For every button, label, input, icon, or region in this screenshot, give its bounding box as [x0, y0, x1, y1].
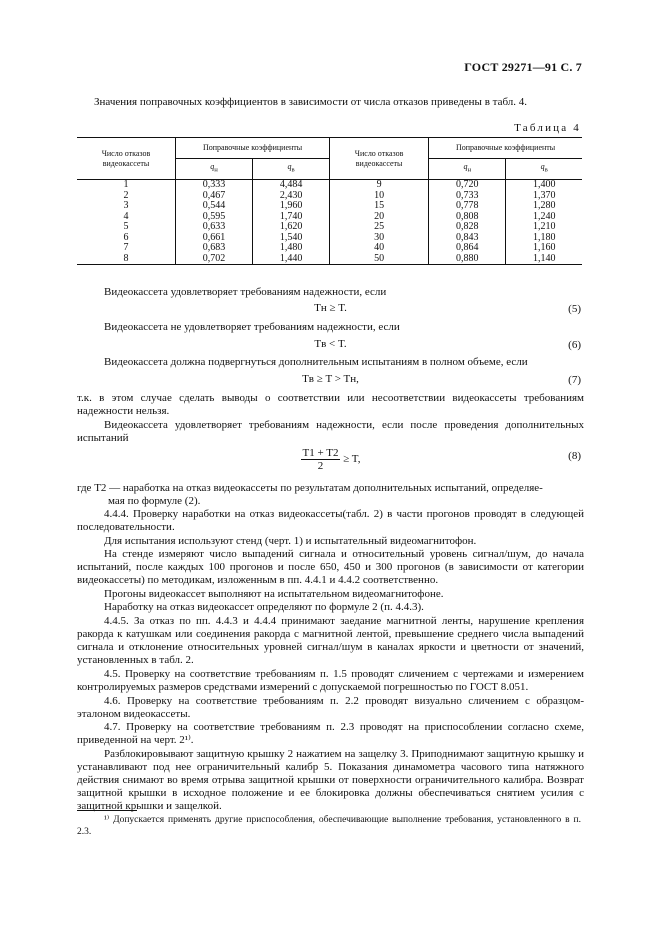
- formula-6-number: (6): [568, 339, 581, 351]
- formula-8: $\frac{T1 + T2}{2}$ ≥ T,: [302, 447, 361, 472]
- table-cell: 1,210: [506, 222, 582, 233]
- table-intro: Значения поправочных коэффициентов в зависимости от числа отказов приведены в табл. 4.: [94, 96, 528, 108]
- table-cell: 0,733: [429, 191, 506, 202]
- table-cell: 0,808: [429, 212, 506, 223]
- formula-5: Tн ≥ T.: [314, 302, 347, 314]
- header-qv-right: $q_в$: [506, 159, 582, 180]
- table-cell: 1,440: [253, 254, 330, 265]
- table-row: [77, 180, 582, 191]
- table-cell: 7: [123, 242, 129, 253]
- table-cell: 1,620: [253, 222, 330, 233]
- table-cell: 1,540: [253, 233, 330, 244]
- table-cell: 1,180: [506, 233, 582, 244]
- paragraph-4-6: 4.6. Проверку на соответствие требованиям п. 2.2 проводят визуально сличением с образцом-эталоном видеокассеты.: [77, 695, 584, 720]
- formula-where: где T2 — наработка на отказ видеокассеты по результатам дополнительных испытаний, определяе- мая по формуле (2).: [77, 482, 543, 507]
- paragraph-4-4-4: 4.4.4. Проверку наработки на отказ видеокассеты(табл. 2) в части прогонов проводят в следующей последовательности.: [77, 508, 584, 533]
- table-cell: 25: [330, 222, 429, 233]
- table-cell: 0,864: [429, 243, 506, 254]
- table-cell: 6: [123, 231, 129, 243]
- header-qv: $q_в$: [253, 159, 330, 180]
- condition-1: Видеокассета удовлетворяет требованиям надежности, если: [104, 286, 387, 298]
- table-row: [77, 222, 582, 233]
- paragraph-stand: Для испытания используют стенд (черт. 1) и испытательный видеомагнитофон.: [104, 535, 477, 547]
- condition-4: Видеокассета удовлетворяет требованиям надежности, если после проведения дополнительных испытаний: [77, 419, 584, 444]
- table-cell: 1,240: [506, 212, 582, 223]
- table-row: [77, 254, 582, 265]
- table-cell: 0,333: [176, 180, 253, 191]
- paragraph-4-7: 4.7. Проверку на соответствие требованиям п. 2.3 проводят на приспособлении согласно схеме, приведенной на черт. 2¹⁾.: [77, 721, 584, 746]
- table-cell: 0,633: [176, 222, 253, 233]
- paragraph-runs: Прогоны видеокассет выполняют на испытательном видеомагнитофоне.: [104, 588, 444, 600]
- table-cell: 1: [123, 179, 129, 190]
- table-cell: 20: [330, 212, 429, 223]
- table-cell: 0,595: [176, 212, 253, 223]
- formula-5-number: (5): [568, 303, 581, 315]
- table-cell: 0,702: [176, 254, 253, 265]
- table-cell: 0,467: [176, 191, 253, 202]
- table-cell: 1,370: [506, 191, 582, 202]
- table-cell: 2,430: [253, 191, 330, 202]
- header-failures-right: Число отказов видеокассеты: [330, 138, 429, 180]
- table-cell: 0,828: [429, 222, 506, 233]
- table-cell: 50: [330, 254, 429, 265]
- correction-coefficients-table: [77, 137, 582, 265]
- header-qn-right: $q_н$: [429, 159, 506, 180]
- table-cell: 4,484: [253, 180, 330, 191]
- table-cell: 1,140: [506, 254, 582, 265]
- footnote: ¹⁾ Допускается применять другие приспособления, обеспечивающие выполнение требования, установленного в п. 2.3.: [77, 815, 581, 837]
- table-caption: Таблица 4: [514, 122, 581, 134]
- table-cell: 3: [123, 200, 129, 211]
- paragraph-4-4-5: 4.4.5. За отказ по пп. 4.4.3 и 4.4.4 принимают заедание магнитной ленты, нарушение крепления ракорда к катушкам или соединения ракорда с магнитной лентой, превышение среднего числа выпадений сигнала и отклонение относительных уровней сигнал/шум в каналах яркости и цветности от значений, установленных в табл. 2.: [77, 615, 584, 666]
- paragraph-mtbf: Наработку на отказ видеокассет определяют по формуле 2 (п. 4.4.3).: [104, 601, 424, 613]
- formula-8-fraction: $\frac{T1 + T2}{2}$: [302, 447, 339, 472]
- table-cell: 0,720: [429, 180, 506, 191]
- paragraph-procedure: Разблокировывают защитную крышку 2 нажатием на защелку 3. Приподнимают защитную крышку и устанавливают под нее ограничительный калибр 5. Показания динамометра часового типа натяжного действия снимают во время отрыва защитной крышки от поверхности ограничительного калибра. Возврат защитной крышки в исходное положение и ее блокировка должны обеспечиваться снятием усилия с защитной крышки и защелкой.: [77, 748, 584, 812]
- table-cell: 1,400: [506, 180, 582, 191]
- header-coefficients-right: Поправочные коэффициенты: [429, 138, 582, 159]
- table-cell: 1,480: [253, 243, 330, 254]
- table-cell: 0,843: [429, 233, 506, 244]
- table-cell: 0,661: [176, 233, 253, 244]
- header-failures: Число отказов видеокассеты: [77, 138, 176, 180]
- formula-6: Tв < T.: [314, 338, 347, 350]
- table-cell: 0,683: [176, 243, 253, 254]
- table-cell: 1,160: [506, 243, 582, 254]
- page-header: ГОСТ 29271—91 С. 7: [464, 60, 582, 74]
- table-cell: 40: [330, 243, 429, 254]
- table-cell: 1,280: [506, 201, 582, 212]
- table-row: [77, 212, 582, 223]
- paragraph-4-5: 4.5. Проверку на соответствие требованиям п. 1.5 проводят сличением с чертежами и измерением контролируемых размеров средствами измерений с допускаемой погрешностью по ГОСТ 8.051.: [77, 668, 584, 693]
- table-row: [77, 191, 582, 202]
- formula-7: Tв ≥ T > Tн,: [302, 373, 359, 385]
- table-cell: 0,544: [176, 201, 253, 212]
- footnote-divider: [77, 810, 137, 811]
- table-cell: 4: [123, 210, 129, 222]
- table-cell: 1,960: [253, 201, 330, 212]
- formula-8-number: (8): [568, 450, 581, 462]
- table-cell: 0,778: [429, 201, 506, 212]
- table-row: [77, 201, 582, 212]
- table-body: [77, 180, 582, 265]
- table-cell: 30: [330, 233, 429, 244]
- header-coefficients-left: Поправочные коэффициенты: [176, 138, 330, 159]
- table-row: [77, 243, 582, 254]
- table-cell: 8: [123, 252, 129, 264]
- table-cell: 10: [330, 191, 429, 202]
- table-cell: 15: [330, 201, 429, 212]
- table-cell: 5: [123, 221, 129, 232]
- condition-2: Видеокассета не удовлетворяет требованиям надежности, если: [104, 321, 400, 333]
- table-cell: 2: [123, 189, 129, 201]
- table-cell: 9: [330, 180, 429, 191]
- table-cell: 1,740: [253, 212, 330, 223]
- formula-7-number: (7): [568, 374, 581, 386]
- header-qn: $q_н$: [176, 159, 253, 180]
- table-cell: 0,880: [429, 254, 506, 265]
- table-row: [77, 233, 582, 244]
- condition-3-note: т.к. в этом случае сделать выводы о соответствии или несоответствии видеокассеты требованиям надежности нельзя.: [77, 392, 584, 417]
- paragraph-measurements: На стенде измеряют число выпадений сигнала и относительный уровень сигнал/шум, до начала испытаний, после каждых 100 прогонов и после 650, 450 и 300 прогонов (в зависимости от категории видеокассеты) по методикам, изложенным в пп. 4.4.1 и 4.4.2 соответственно.: [77, 548, 584, 586]
- condition-3: Видеокассета должна подвергнуться дополнительным испытаниям в полном объеме, если: [104, 356, 528, 368]
